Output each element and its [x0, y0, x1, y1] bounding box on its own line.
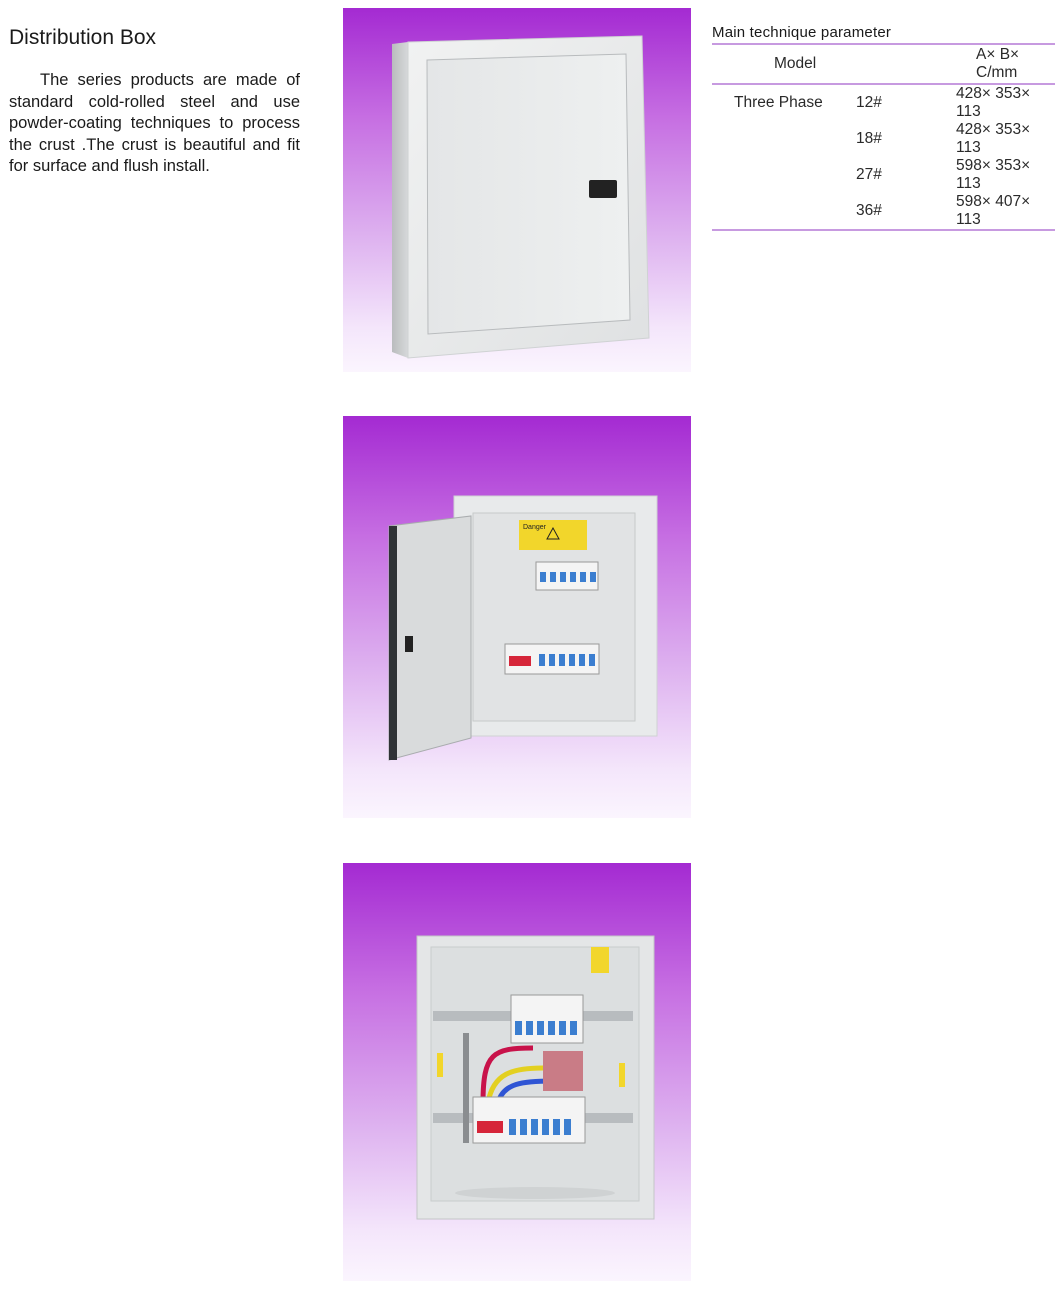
dimensions-cell: 428× 353× 113: [956, 85, 1031, 120]
parameter-table-section: [712, 24, 1055, 231]
closed-box-photo: [343, 8, 691, 372]
model-cell: 27#: [856, 166, 882, 183]
dimensions-cell: 428× 353× 113: [956, 121, 1031, 156]
table-bottom-rule: [712, 229, 1055, 231]
column-header-model: Model: [774, 55, 817, 72]
danger-sign-text: Danger: [523, 524, 546, 531]
phase-group-label: Three Phase: [734, 94, 823, 111]
interior-photo: [343, 863, 691, 1281]
model-cell: 18#: [856, 130, 882, 147]
table-header-row: [712, 45, 1055, 83]
column-header-dimensions: A× B× C/mm: [976, 46, 1020, 81]
dimensions-cell: 598× 407× 113: [956, 193, 1031, 228]
parameter-table: [712, 45, 1055, 229]
model-cell: 36#: [856, 202, 882, 219]
table-row: [712, 85, 1055, 121]
open-box-photo: [343, 416, 691, 818]
dimensions-cell: 598× 353× 113: [956, 157, 1031, 192]
model-cell: 12#: [856, 94, 882, 111]
page-title: Distribution Box: [9, 26, 157, 49]
product-description: The series products are made of standard cold-rolled steel and use powder-coating techniques to process the crust .The crust is beautiful and fit for surface and flush install.: [9, 71, 300, 175]
parameter-table-title: Main technique parameter: [712, 24, 892, 41]
